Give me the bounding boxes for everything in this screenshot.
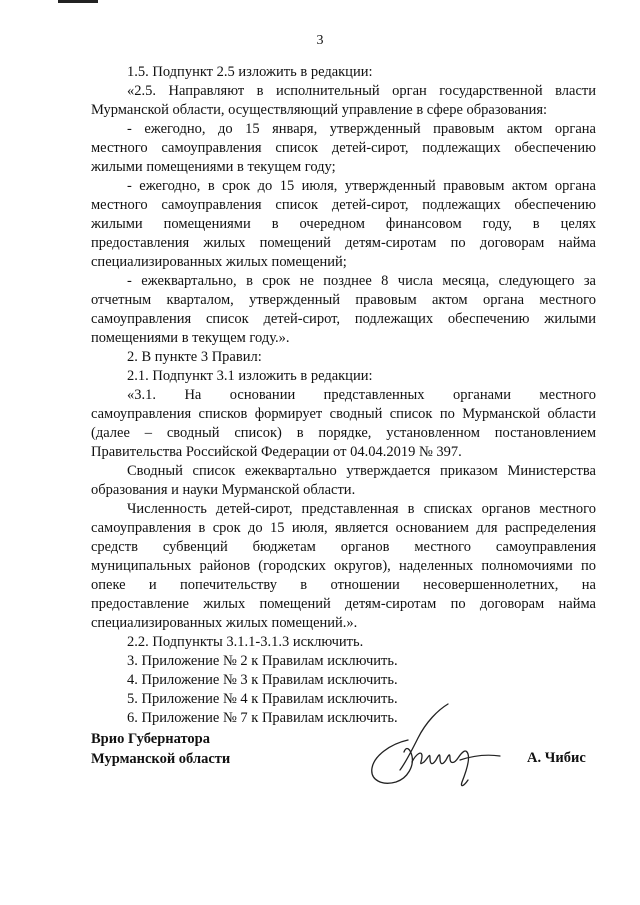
text-line: (далее – сводный список) в порядке, установленном постановлением xyxy=(91,425,596,441)
text-line: самоуправления в срок до 15 июля, является основанием для распределения xyxy=(91,520,596,536)
scan-corner-mark xyxy=(58,0,98,3)
text-line: местного самоуправления список детей-сирот, подлежащих обеспечению xyxy=(91,197,596,213)
text-line: 2.1. Подпункт 3.1 изложить в редакции: xyxy=(127,368,373,384)
handwritten-signature xyxy=(360,700,520,795)
text-line: 2. В пункте 3 Правил: xyxy=(127,349,262,365)
text-line: помещениями в текущем году.». xyxy=(91,330,290,346)
text-line: «2.5. Направляют в исполнительный орган государственной власти xyxy=(127,83,596,99)
page-number: 3 xyxy=(316,33,324,48)
text-line: образования и науки Мурманской области. xyxy=(91,482,356,498)
text-line: 2.2. Подпункты 3.1.1-3.1.3 исключить. xyxy=(127,634,364,650)
text-line: самоуправления списков формирует сводный список по Мурманской области xyxy=(91,406,596,422)
text-line: Правительства Российской Федерации от 04.04.2019 № 397. xyxy=(91,444,462,460)
text-line: 4. Приложение № 3 к Правилам исключить. xyxy=(127,672,398,688)
signatory-name: А. Чибис xyxy=(527,750,586,766)
text-line: специализированных жилых помещений; xyxy=(91,254,347,270)
signature-block xyxy=(91,729,230,769)
text-line: 5. Приложение № 4 к Правилам исключить. xyxy=(127,691,398,707)
text-line: 3. Приложение № 2 к Правилам исключить. xyxy=(127,653,398,669)
text-line: опеке и попечительству в отношении несовершеннолетних, на xyxy=(91,577,596,593)
text-line: специализированных жилых помещений.». xyxy=(91,615,358,631)
text-line: самоуправления список детей-сирот, подлежащих обеспечению жилыми xyxy=(91,311,596,327)
text-line: предоставления жилых помещений детям-сиротам по договорам найма xyxy=(91,235,596,251)
text-line: муниципальных районов (городских округов), наделенных полномочиями по xyxy=(91,558,596,574)
text-line: средств субвенций бюджетам органов местного самоуправления xyxy=(91,539,596,555)
text-line: - ежегодно, до 15 января, утвержденный правовым актом органа xyxy=(127,121,596,137)
text-line: - ежеквартально, в срок не позднее 8 числа месяца, следующего за xyxy=(127,273,596,289)
text-line: Мурманской области, осуществляющий управление в сфере образования: xyxy=(91,102,548,118)
text-line: Численность детей-сирот, представленная в списках органов местного xyxy=(127,501,596,517)
text-line: жилыми помещениями в текущем году; xyxy=(91,159,336,175)
text-line: Сводный список ежеквартально утверждается приказом Министерства xyxy=(127,463,596,479)
text-line: 6. Приложение № 7 к Правилам исключить. xyxy=(127,710,398,726)
text-line: 1.5. Подпункт 2.5 изложить в редакции: xyxy=(127,64,373,80)
text-line: предоставление жилых помещений детям-сиротам по договорам найма xyxy=(91,596,596,612)
text-line: местного самоуправления список детей-сирот, подлежащих обеспечению xyxy=(91,140,596,156)
text-line: «3.1. На основании представленных органами местного xyxy=(127,387,596,403)
document-body xyxy=(91,63,596,728)
text-line: жилыми помещениями в очередном финансовом году, в целях xyxy=(91,216,596,232)
text-line: отчетным кварталом, утвержденный правовым актом органа местного xyxy=(91,292,596,308)
signatory-position-line1: Врио Губернатора xyxy=(91,731,210,747)
signatory-position-line2: Мурманской области xyxy=(91,751,231,767)
text-line: - ежегодно, в срок до 15 июля, утвержденный правовым актом органа xyxy=(127,178,596,194)
